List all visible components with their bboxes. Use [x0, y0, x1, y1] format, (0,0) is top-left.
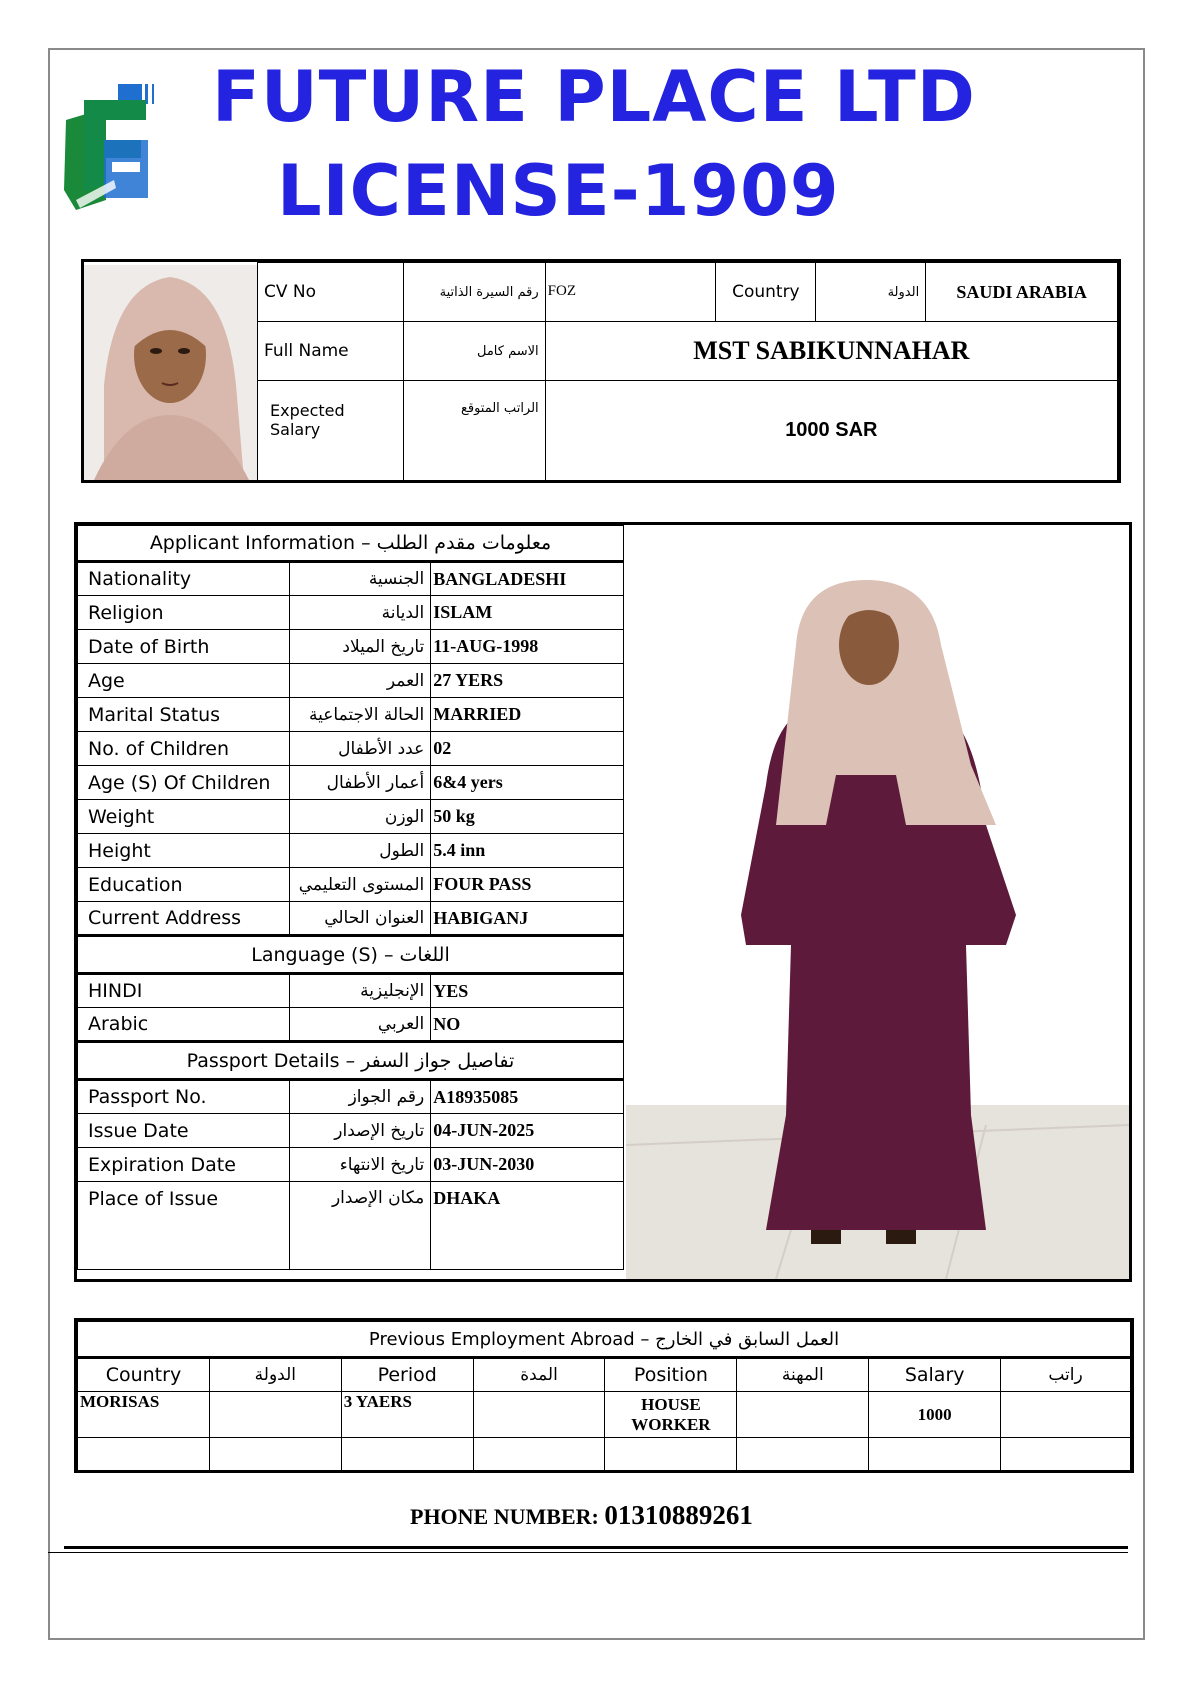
applicant-info-label-ar: الطول: [289, 834, 431, 868]
passport-label-ar: مكان الإصدار: [289, 1182, 431, 1270]
applicant-info-label-ar: المستوى التعليمي: [289, 868, 431, 902]
language-label: HINDI: [78, 974, 290, 1008]
country-label-ar: الدولة: [816, 263, 926, 322]
applicant-info-label-ar: الوزن: [289, 800, 431, 834]
company-name: FUTURE PLACE LTD: [212, 56, 976, 138]
passport-value: 04-JUN-2025: [431, 1114, 624, 1148]
language-label: Arabic: [78, 1008, 290, 1042]
applicant-info-row: [78, 902, 624, 936]
phone-label: PHONE NUMBER:: [410, 1504, 599, 1529]
employment-col-header: Position: [605, 1358, 737, 1392]
employment-col-header-ar: المهنة: [737, 1358, 869, 1392]
company-logo: [56, 80, 166, 215]
full-name-label: Full Name: [258, 322, 404, 381]
footer-divider-thin: [48, 1552, 1128, 1553]
applicant-info-label-ar: العنوان الحالي: [289, 902, 431, 936]
phone-number: 01310889261: [604, 1500, 753, 1530]
applicant-info-label: Age: [78, 664, 290, 698]
applicant-info-label: Weight: [78, 800, 290, 834]
applicant-info-table: [77, 525, 624, 1270]
country-label: Country: [716, 263, 816, 322]
passport-label: Expiration Date: [78, 1148, 290, 1182]
applicant-info-value: FOUR PASS: [431, 868, 624, 902]
applicant-info-row: [78, 766, 624, 800]
applicant-info-value: 6&4 yers: [431, 766, 624, 800]
applicant-info-value: 02: [431, 732, 624, 766]
applicant-info-label-ar: أعمار الأطفال: [289, 766, 431, 800]
footer-divider: [64, 1546, 1128, 1549]
cv-no-label: CV No: [258, 263, 404, 322]
passport-section-title: Passport Details – تفاصيل جواز السفر: [78, 1042, 624, 1080]
applicant-info-label-ar: الحالة الاجتماعية: [289, 698, 431, 732]
passport-value: 03-JUN-2030: [431, 1148, 624, 1182]
applicant-info-label-ar: تاريخ الميلاد: [289, 630, 431, 664]
applicant-info-label-ar: الجنسية: [289, 562, 431, 596]
language-value: NO: [431, 1008, 624, 1042]
applicant-info-row: [78, 562, 624, 596]
applicant-info-label: Marital Status: [78, 698, 290, 732]
language-row: [78, 1008, 624, 1042]
employment-empty-cell: [737, 1392, 869, 1438]
expected-salary-value: 1000 SAR: [545, 381, 1117, 481]
employment-empty-cell: [473, 1392, 605, 1438]
applicant-info-value: BANGLADESHI: [431, 562, 624, 596]
applicant-info-label: Height: [78, 834, 290, 868]
applicant-info-row: [78, 596, 624, 630]
employment-position: HOUSE WORKER: [605, 1392, 737, 1438]
passport-label-ar: تاريخ الإصدار: [289, 1114, 431, 1148]
applicant-info-value: 5.4 inn: [431, 834, 624, 868]
language-section-title: Language (S) – اللغات: [78, 936, 624, 974]
employment-col-header-ar: راتب: [1001, 1358, 1131, 1392]
passport-label: Issue Date: [78, 1114, 290, 1148]
language-label-ar: الإنجليزية: [289, 974, 431, 1008]
employment-col-header-ar: الدولة: [209, 1358, 341, 1392]
full-name-label-ar: الاسم كامل: [403, 322, 545, 381]
language-row: [78, 974, 624, 1008]
passport-row: [78, 1114, 624, 1148]
full-name-value: MST SABIKUNNAHAR: [545, 322, 1117, 381]
passport-label-ar: رقم الجواز: [289, 1080, 431, 1114]
applicant-info-label: Religion: [78, 596, 290, 630]
passport-row: [78, 1182, 624, 1270]
applicant-info-row: [78, 868, 624, 902]
employment-col-header: Salary: [869, 1358, 1001, 1392]
applicant-info-label: Current Address: [78, 902, 290, 936]
cv-no-label-ar: رقم السيرة الذاتية: [403, 263, 545, 322]
cv-no-value: FOZ: [545, 263, 716, 322]
applicant-info-row: [78, 698, 624, 732]
applicant-info-value: HABIGANJ: [431, 902, 624, 936]
applicant-full-photo: [626, 525, 1129, 1279]
passport-row: [78, 1080, 624, 1114]
applicant-info-row: [78, 630, 624, 664]
applicant-info-label: Age (S) Of Children: [78, 766, 290, 800]
applicant-info-label: Date of Birth: [78, 630, 290, 664]
applicant-info-label-ar: الديانة: [289, 596, 431, 630]
applicant-info-label-ar: عدد الأطفال: [289, 732, 431, 766]
applicant-info-row: [78, 834, 624, 868]
employment-row: [78, 1392, 1131, 1438]
passport-row: [78, 1148, 624, 1182]
applicant-info-label: No. of Children: [78, 732, 290, 766]
applicant-info-row: [78, 800, 624, 834]
applicant-info-value: 11-AUG-1998: [431, 630, 624, 664]
employment-col-header: Country: [78, 1358, 210, 1392]
applicant-info-label: Nationality: [78, 562, 290, 596]
passport-label: Passport No.: [78, 1080, 290, 1114]
employment-empty-cell: [1001, 1392, 1131, 1438]
passport-label: Place of Issue: [78, 1182, 290, 1270]
employment-col-header: Period: [341, 1358, 473, 1392]
employment-empty-cell: [209, 1392, 341, 1438]
applicant-section-title: Applicant Information – معلومات مقدم الطلب: [78, 526, 624, 562]
employment-section-title: Previous Employment Abroad – العمل السابق في الخارج: [78, 1322, 1131, 1358]
expected-salary-label: Expected Salary: [258, 381, 404, 481]
applicant-info-value: ISLAM: [431, 596, 624, 630]
employment-country: MORISAS: [78, 1392, 210, 1438]
applicant-info-row: [78, 664, 624, 698]
applicant-info-value: 27 YERS: [431, 664, 624, 698]
applicant-info-value: 50 kg: [431, 800, 624, 834]
employment-table: [77, 1321, 1131, 1472]
employment-col-header-ar: المدة: [473, 1358, 605, 1392]
employment-period: 3 YAERS: [341, 1392, 473, 1438]
applicant-portrait-photo: [84, 265, 257, 480]
language-label-ar: العربي: [289, 1008, 431, 1042]
phone-line: [410, 1500, 753, 1531]
language-value: YES: [431, 974, 624, 1008]
country-value: SAUDI ARABIA: [926, 263, 1118, 322]
company-license: LICENSE-1909: [277, 150, 840, 232]
passport-value: A18935085: [431, 1080, 624, 1114]
header-table: [257, 262, 1118, 481]
applicant-info-value: MARRIED: [431, 698, 624, 732]
applicant-info-row: [78, 732, 624, 766]
employment-salary: 1000: [869, 1392, 1001, 1438]
passport-value: DHAKA: [431, 1182, 624, 1270]
applicant-info-label: Education: [78, 868, 290, 902]
expected-salary-label-ar: الراتب المتوقع: [403, 381, 545, 481]
passport-label-ar: تاريخ الانتهاء: [289, 1148, 431, 1182]
applicant-info-label-ar: العمر: [289, 664, 431, 698]
